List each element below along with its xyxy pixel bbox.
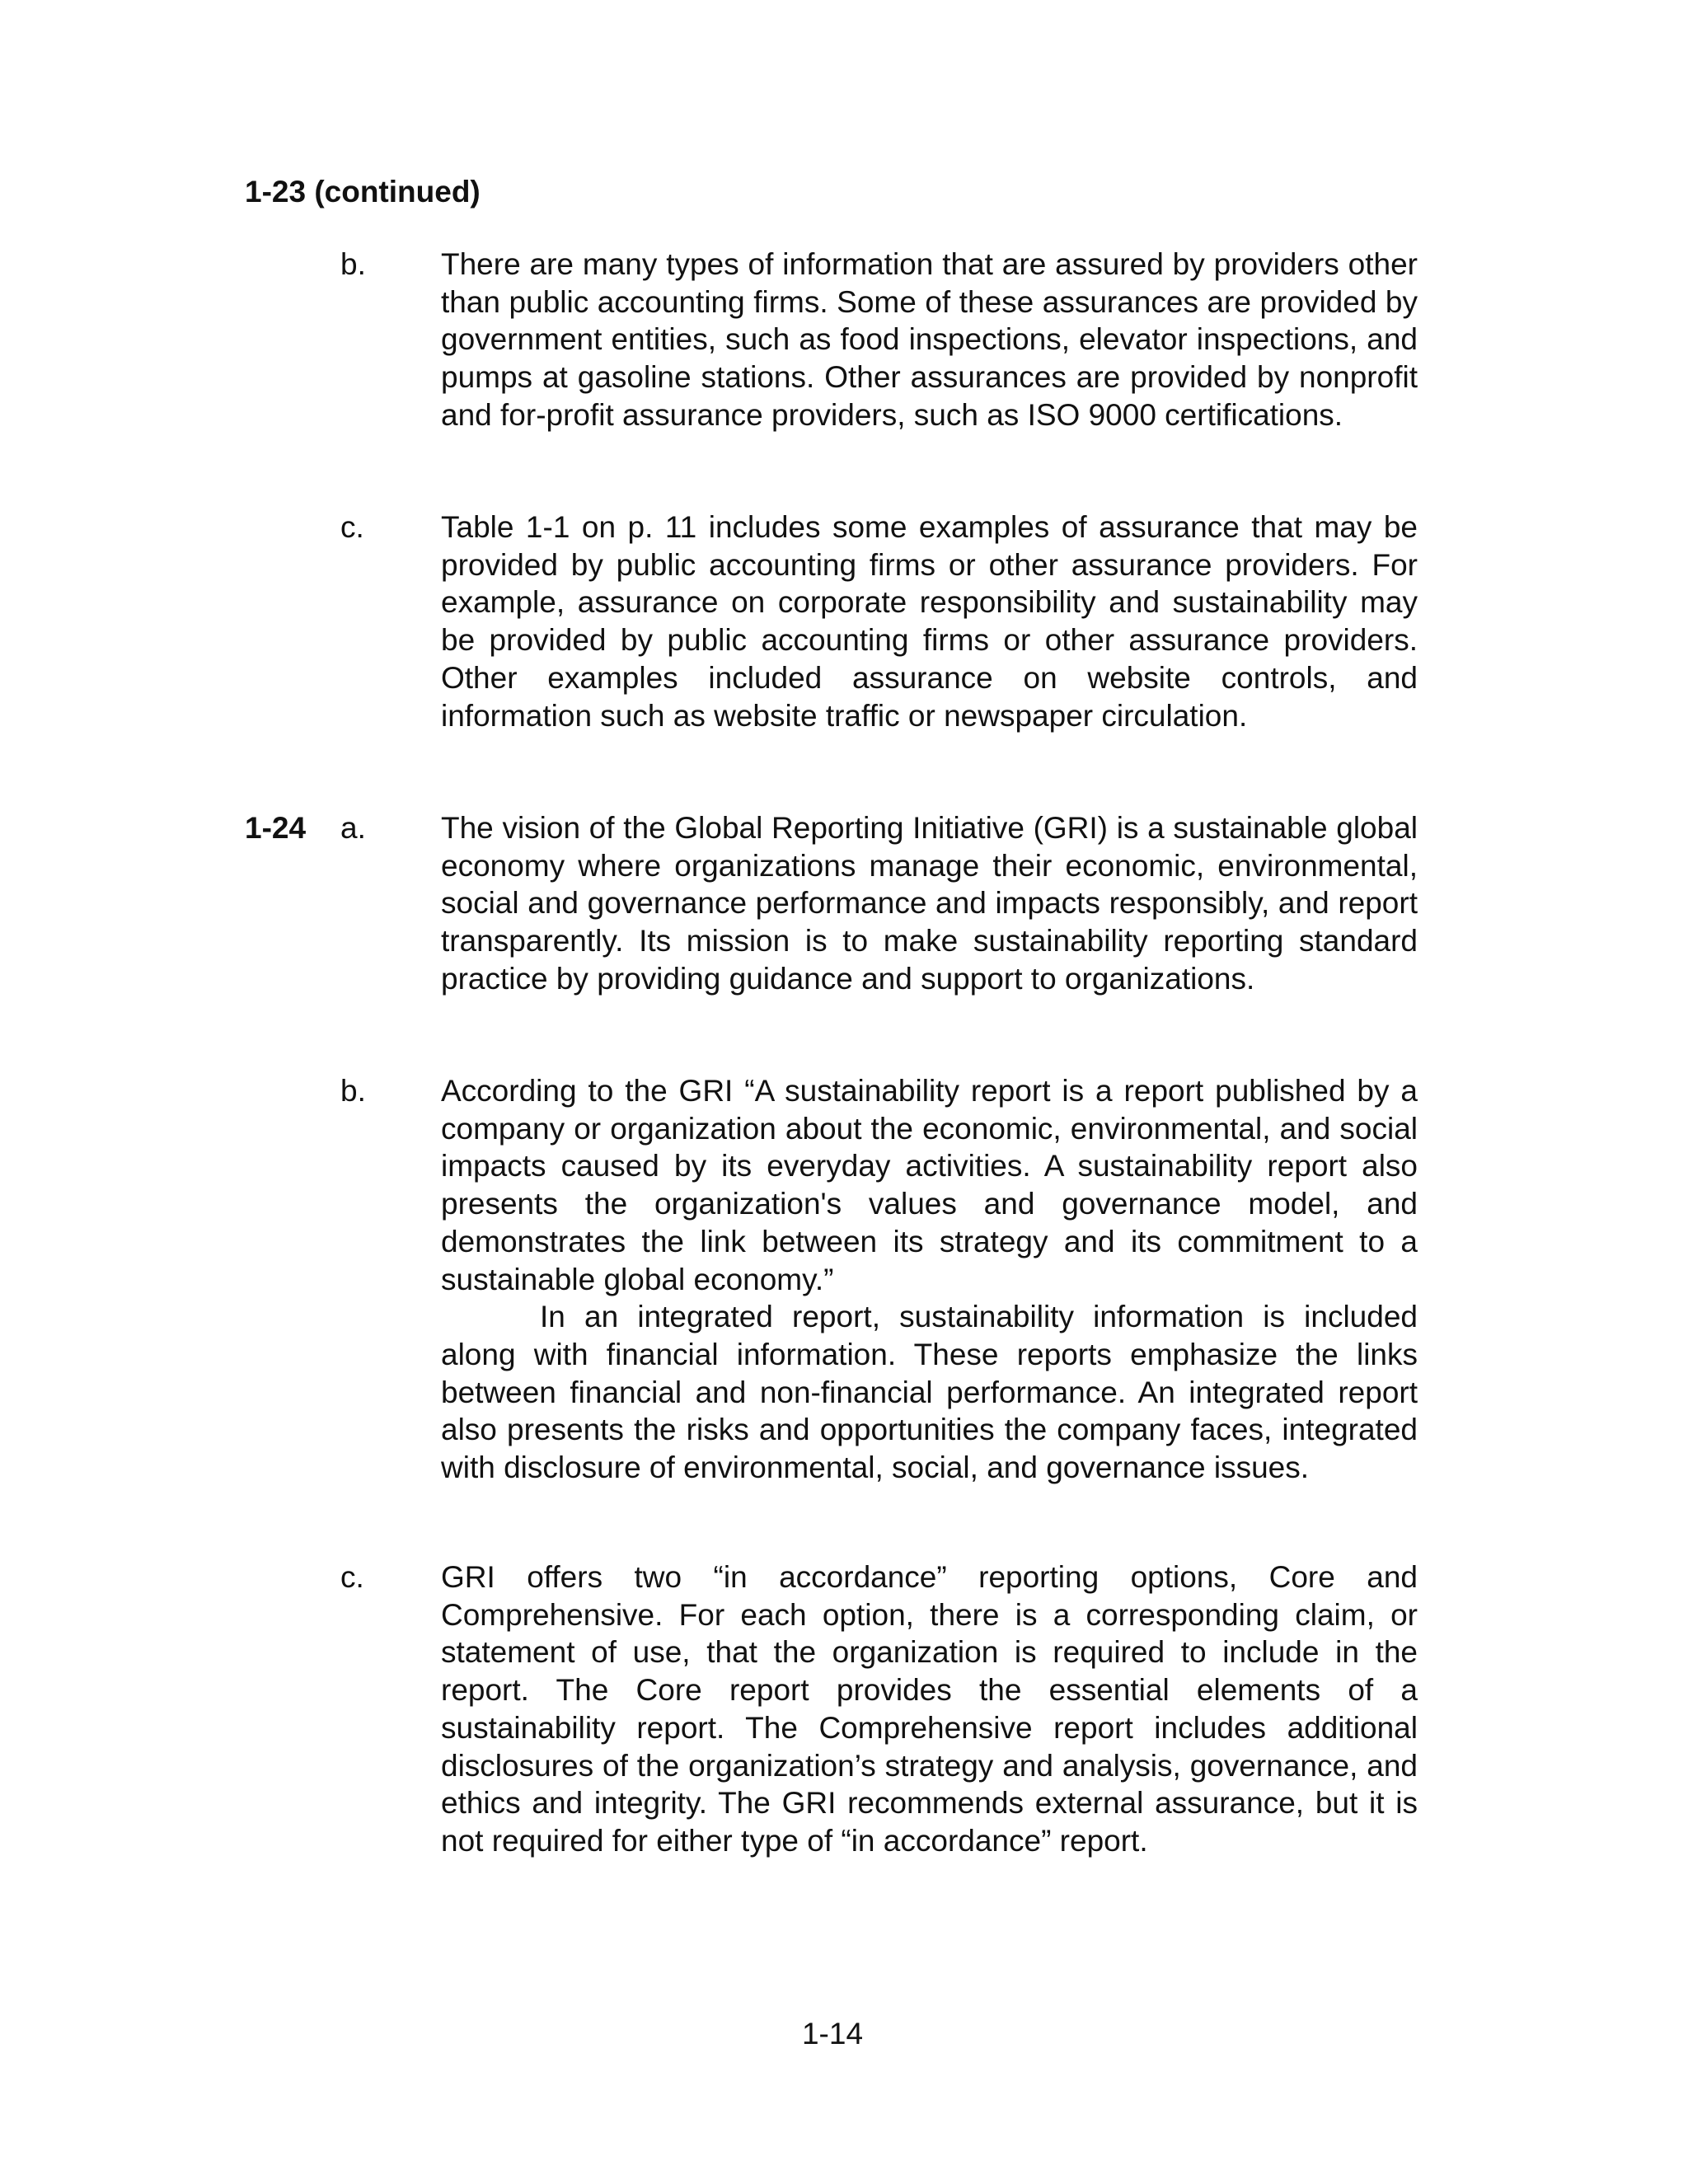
item-paragraph: The vision of the Global Reporting Initiative (GRI) is a sustainable global economy where organizations manage their economic, environmental, social and governance performance and impacts responsibly, and report transparently. Its mission is to make sustainability reporting standard practice by providing guidance and support to organizations.: [441, 811, 1418, 996]
item-letter: c.: [340, 510, 364, 544]
item-paragraph: In an integrated report, sustainability information is included along with financial information. These reports emphasize the links between financial and non-financial performance. An integrated report also presents the risks and opportunities the company faces, integrated with disclosure of environmental, social, and governance issues.: [441, 1300, 1418, 1485]
item-text: [441, 1072, 1418, 1487]
page-number: 1-14: [801, 2017, 864, 2050]
item-number: 1-24: [245, 811, 307, 845]
item-paragraph: Table 1-1 on p. 11 includes some examples of assurance that may be provided by public accounting firms or other assurance providers. For example, assurance on corporate responsibility and sustainability may be provided by public accounting firms or other assurance providers. Other examples included assurance on website controls, and information such as website traffic or newspaper circulation.: [441, 510, 1418, 733]
item-letter: c.: [340, 1560, 364, 1594]
item-letter: a.: [340, 811, 366, 845]
item-paragraph: GRI offers two “in accordance” reporting options, Core and Comprehensive. For each option, there is a corresponding claim, or statement of use, that the organization is required to include in the report. The Core report provides the essential elements of a sustainability report. The Comprehensive report includes additional disclosures of the organization’s strategy and analysis, governance, and ethics and integrity. The GRI recommends external assurance, but it is not required for either type of “in accordance” report.: [441, 1560, 1418, 1858]
section-heading: 1-23 (continued): [245, 175, 481, 209]
item-letter: b.: [340, 247, 366, 281]
item-paragraph: According to the GRI “A sustainability report is a report published by a company or organization about the economic, environmental, and social impacts caused by its everyday activities. A sustainability report also presents the organization's values and governance model, and demonstrates the link between its strategy and its commitment to a sustainable global economy.”: [441, 1074, 1418, 1296]
item-text: [441, 509, 1418, 734]
item-text: [441, 246, 1418, 434]
item-text: [441, 1558, 1418, 1860]
item-text: [441, 809, 1418, 998]
item-letter: b.: [340, 1074, 366, 1108]
item-paragraph: There are many types of information that are assured by providers other than public accounting firms. Some of these assurances are provided by government entities, such as food inspections, elevator inspections, and pumps at gasoline stations. Other assurances are provided by nonprofit and for-profit assurance providers, such as ISO 9000 certifications.: [441, 247, 1418, 432]
